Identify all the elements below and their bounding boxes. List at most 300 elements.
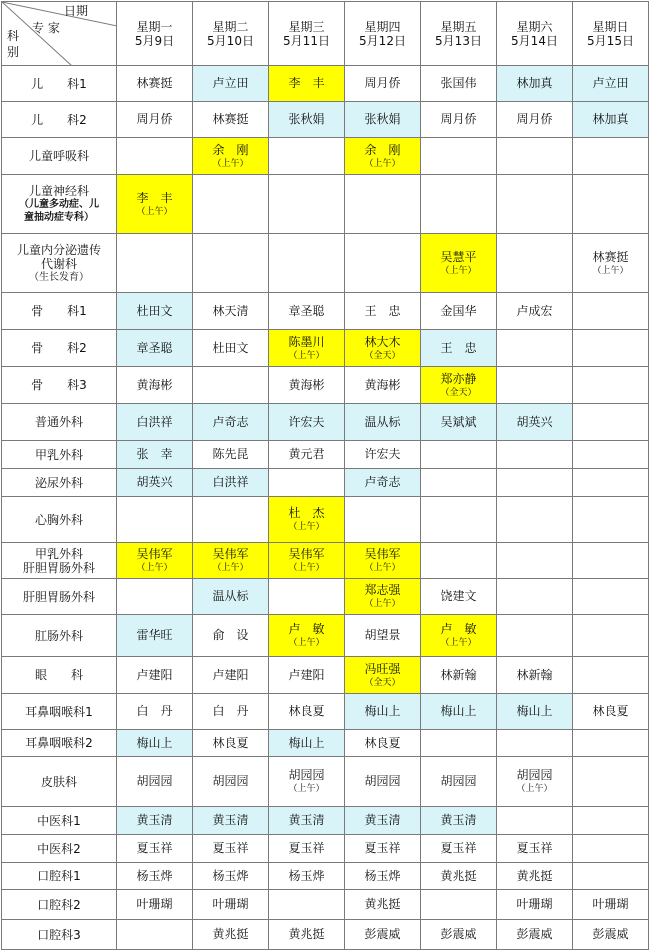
doctor-name: 黄玉清 xyxy=(212,813,249,827)
schedule-cell xyxy=(193,863,269,890)
schedule-cell xyxy=(117,757,193,807)
schedule-cell xyxy=(497,234,573,293)
schedule-cell xyxy=(345,890,421,920)
schedule-row xyxy=(2,330,649,367)
schedule-cell xyxy=(497,543,573,579)
schedule-cell xyxy=(193,543,269,579)
schedule-cell xyxy=(117,657,193,694)
schedule-cell xyxy=(497,920,573,950)
doctor-name: 王 忠 xyxy=(364,303,401,318)
schedule-cell xyxy=(573,694,649,730)
doctor-name: 黄元君 xyxy=(288,447,325,461)
department-cell xyxy=(2,757,117,807)
schedule-row xyxy=(2,175,649,234)
schedule-cell xyxy=(345,293,421,330)
schedule-cell xyxy=(345,543,421,579)
department-label: 中医科2 xyxy=(37,841,81,856)
doctor-name: 温从标 xyxy=(212,589,249,603)
schedule-cell xyxy=(193,497,269,543)
corner-header xyxy=(2,2,117,66)
department-label: （生长发育） xyxy=(29,271,89,283)
schedule-cell xyxy=(269,367,345,404)
schedule-cell xyxy=(573,138,649,175)
schedule-cell xyxy=(497,657,573,694)
department-label: 中医科1 xyxy=(37,813,81,828)
schedule-cell xyxy=(345,330,421,367)
session-tag: （上午） xyxy=(516,784,553,794)
schedule-cell xyxy=(345,657,421,694)
department-cell xyxy=(2,102,117,138)
date-label: 5月9日 xyxy=(134,33,175,48)
department-cell xyxy=(2,890,117,920)
schedule-row xyxy=(2,234,649,293)
doctor-name: 梅山上 xyxy=(440,704,477,718)
schedule-cell xyxy=(193,293,269,330)
doctor-name: 胡园园 xyxy=(136,774,173,788)
doctor-name: 胡望景 xyxy=(364,628,401,642)
doctor-name: 黄海彬 xyxy=(288,377,325,392)
session-tag: （上午） xyxy=(288,350,325,361)
doctor-name: 卢立田 xyxy=(212,76,249,90)
schedule-cell xyxy=(193,757,269,807)
schedule-cell xyxy=(573,175,649,234)
schedule-row xyxy=(2,66,649,102)
schedule-cell xyxy=(117,367,193,404)
session-tag: （全天） xyxy=(364,677,401,688)
schedule-cell xyxy=(193,404,269,441)
doctor-name: 陈先昆 xyxy=(212,447,249,461)
department-cell xyxy=(2,497,117,543)
corner-date-label: 日期 xyxy=(64,4,89,18)
schedule-cell xyxy=(421,175,497,234)
department-cell xyxy=(2,615,117,657)
schedule-cell xyxy=(421,234,497,293)
schedule-cell xyxy=(421,730,497,757)
schedule-row xyxy=(2,138,649,175)
department-label: 儿 科2 xyxy=(31,112,87,127)
doctor-name: 夏玉祥 xyxy=(288,841,325,855)
schedule-cell xyxy=(269,293,345,330)
schedule-cell xyxy=(193,330,269,367)
schedule-cell xyxy=(193,615,269,657)
schedule-cell xyxy=(497,694,573,730)
schedule-cell xyxy=(573,890,649,920)
doctor-name: 杜田文 xyxy=(212,340,249,355)
schedule-cell xyxy=(117,234,193,293)
schedule-cell xyxy=(497,293,573,330)
department-cell xyxy=(2,807,117,835)
schedule-cell xyxy=(117,102,193,138)
department-label: 口腔科1 xyxy=(37,869,81,883)
session-tag: （上午） xyxy=(288,563,325,573)
schedule-row xyxy=(2,694,649,730)
doctor-name: 林良夏 xyxy=(592,704,629,718)
schedule-cell xyxy=(497,807,573,835)
department-label: 口腔科2 xyxy=(37,897,81,912)
doctor-name: 周月侨 xyxy=(136,112,173,126)
doctor-name: 吴伟军 xyxy=(288,547,325,561)
day-header xyxy=(573,2,649,66)
doctor-name: 张秋娟 xyxy=(288,112,325,126)
doctor-name: 温从标 xyxy=(364,414,401,429)
weekday-label: 星期日 xyxy=(592,19,629,34)
schedule-cell xyxy=(117,890,193,920)
doctor-name: 胡英兴 xyxy=(136,475,173,489)
doctor-name: 雷华旺 xyxy=(136,628,173,642)
schedule-cell xyxy=(345,757,421,807)
schedule-cell xyxy=(497,330,573,367)
schedule-cell xyxy=(497,102,573,138)
doctor-name: 卢建阳 xyxy=(288,667,325,682)
schedule-cell xyxy=(497,441,573,469)
schedule-cell xyxy=(117,694,193,730)
schedule-row xyxy=(2,657,649,694)
session-tag: （上午） xyxy=(364,599,401,609)
schedule-cell xyxy=(269,579,345,615)
doctor-name: 叶珊瑚 xyxy=(136,897,173,911)
doctor-name: 章圣聪 xyxy=(288,303,325,318)
schedule-cell xyxy=(345,579,421,615)
schedule-cell xyxy=(497,404,573,441)
schedule-cell xyxy=(117,404,193,441)
session-tag: （上午） xyxy=(212,563,249,573)
schedule-cell xyxy=(573,102,649,138)
header-row xyxy=(2,2,649,66)
doctor-name: 吴伟军 xyxy=(212,547,249,561)
schedule-row xyxy=(2,367,649,404)
schedule-cell xyxy=(269,615,345,657)
doctor-name: 林良夏 xyxy=(364,735,401,750)
doctor-name: 胡园园 xyxy=(288,768,325,782)
date-label: 5月12日 xyxy=(359,33,406,48)
schedule-row xyxy=(2,469,649,497)
department-label: 心胸外科 xyxy=(34,512,83,527)
schedule-cell xyxy=(345,920,421,950)
schedule-cell xyxy=(573,757,649,807)
schedule-cell xyxy=(421,807,497,835)
schedule-cell xyxy=(117,543,193,579)
schedule-row xyxy=(2,757,649,807)
doctor-name: 冯旺强 xyxy=(364,661,401,676)
schedule-cell xyxy=(573,234,649,293)
department-cell xyxy=(2,441,117,469)
schedule-cell xyxy=(345,102,421,138)
schedule-cell xyxy=(193,138,269,175)
doctor-name: 余 刚 xyxy=(212,142,249,157)
weekday-label: 星期六 xyxy=(516,19,553,34)
department-cell xyxy=(2,835,117,863)
schedule-cell xyxy=(497,863,573,890)
day-header xyxy=(117,2,193,66)
schedule-cell xyxy=(269,694,345,730)
schedule-row xyxy=(2,102,649,138)
schedule-cell xyxy=(573,579,649,615)
department-label: 眼 科 xyxy=(34,668,83,682)
date-label: 5月14日 xyxy=(511,33,558,48)
doctor-name: 白 丹 xyxy=(212,704,249,718)
doctor-name: 郑志强 xyxy=(364,583,401,597)
schedule-cell xyxy=(421,330,497,367)
schedule-cell xyxy=(345,441,421,469)
session-tag: （上午） xyxy=(212,158,249,169)
doctor-name: 梅山上 xyxy=(364,704,401,718)
schedule-cell xyxy=(573,497,649,543)
schedule-cell xyxy=(269,807,345,835)
schedule-cell xyxy=(269,890,345,920)
doctor-name: 黄玉清 xyxy=(364,813,401,827)
schedule-cell xyxy=(117,579,193,615)
day-header xyxy=(421,2,497,66)
doctor-name: 叶珊瑚 xyxy=(516,897,553,911)
department-label: 甲乳外科 xyxy=(34,447,83,462)
weekday-label: 星期二 xyxy=(212,19,249,34)
schedule-cell xyxy=(497,757,573,807)
doctor-name: 林大木 xyxy=(364,334,401,349)
date-label: 5月15日 xyxy=(587,33,634,48)
schedule-cell xyxy=(421,404,497,441)
date-label: 5月11日 xyxy=(283,33,330,48)
doctor-name: 黄海彬 xyxy=(364,377,401,392)
doctor-name: 黄兆挺 xyxy=(288,927,325,941)
schedule-row xyxy=(2,920,649,950)
schedule-cell xyxy=(421,138,497,175)
schedule-cell xyxy=(269,102,345,138)
schedule-cell xyxy=(421,920,497,950)
session-tag: （上午） xyxy=(136,563,173,573)
doctor-name: 周月侨 xyxy=(364,76,401,90)
doctor-name: 章圣聪 xyxy=(136,340,173,355)
schedule-cell xyxy=(117,497,193,543)
schedule-cell xyxy=(193,441,269,469)
schedule-cell xyxy=(117,807,193,835)
schedule-row xyxy=(2,863,649,890)
schedule-cell xyxy=(117,730,193,757)
doctor-name: 叶珊瑚 xyxy=(592,897,629,911)
schedule-cell xyxy=(421,757,497,807)
schedule-cell xyxy=(421,579,497,615)
schedule-cell xyxy=(269,234,345,293)
schedule-cell xyxy=(117,920,193,950)
doctor-name: 张 幸 xyxy=(136,447,173,461)
schedule-cell xyxy=(345,835,421,863)
schedule-cell xyxy=(193,657,269,694)
doctor-name: 林加真 xyxy=(592,112,629,126)
doctor-name: 李 丰 xyxy=(288,76,325,90)
session-tag: （上午） xyxy=(288,522,325,532)
department-cell xyxy=(2,863,117,890)
schedule-cell xyxy=(573,404,649,441)
department-label: 甲乳外科 xyxy=(34,546,83,561)
schedule-row xyxy=(2,404,649,441)
doctor-name: 林赛挺 xyxy=(136,76,173,90)
schedule-cell xyxy=(345,807,421,835)
doctor-name: 林天清 xyxy=(212,303,249,318)
session-tag: （上午） xyxy=(136,206,173,217)
doctor-name: 杜田文 xyxy=(136,303,173,318)
department-label: 儿童神经科 xyxy=(28,184,89,198)
schedule-cell xyxy=(497,175,573,234)
department-cell xyxy=(2,330,117,367)
schedule-cell xyxy=(573,367,649,404)
schedule-cell xyxy=(193,920,269,950)
schedule-cell xyxy=(269,441,345,469)
doctor-name: 叶珊瑚 xyxy=(212,897,249,911)
department-label: 骨 科1 xyxy=(31,304,87,318)
doctor-name: 黄玉清 xyxy=(136,813,173,827)
schedule-cell xyxy=(193,102,269,138)
doctor-name: 黄兆挺 xyxy=(212,927,249,941)
schedule-cell xyxy=(421,293,497,330)
schedule-cell xyxy=(193,234,269,293)
schedule-row xyxy=(2,807,649,835)
doctor-name: 饶建文 xyxy=(440,589,477,603)
doctor-name: 彭震威 xyxy=(516,927,553,941)
weekday-label: 星期三 xyxy=(288,19,325,34)
department-cell xyxy=(2,234,117,293)
doctor-name: 郑亦静 xyxy=(440,371,477,386)
schedule-cell xyxy=(573,66,649,102)
schedule-cell xyxy=(269,404,345,441)
schedule-cell xyxy=(573,863,649,890)
department-label: 骨 科3 xyxy=(31,378,87,392)
schedule-cell xyxy=(193,807,269,835)
doctor-name: 李 丰 xyxy=(136,190,173,205)
doctor-name: 杨玉烨 xyxy=(136,868,173,883)
schedule-cell xyxy=(117,66,193,102)
schedule-cell xyxy=(269,497,345,543)
schedule-cell xyxy=(269,66,345,102)
schedule-cell xyxy=(269,543,345,579)
doctor-name: 林良夏 xyxy=(288,704,325,718)
department-cell xyxy=(2,920,117,950)
schedule-cell xyxy=(269,920,345,950)
schedule-cell xyxy=(117,441,193,469)
schedule-cell xyxy=(573,469,649,497)
schedule-cell xyxy=(573,615,649,657)
doctor-name: 林赛挺 xyxy=(212,112,249,126)
session-tag: （上午） xyxy=(440,638,477,648)
day-header xyxy=(497,2,573,66)
doctor-name: 胡园园 xyxy=(516,768,553,782)
doctor-name: 夏玉祥 xyxy=(212,841,249,855)
doctor-name: 周月侨 xyxy=(516,112,553,126)
schedule-cell xyxy=(269,730,345,757)
schedule-cell xyxy=(421,441,497,469)
schedule-cell xyxy=(117,138,193,175)
department-label: 口腔科3 xyxy=(37,927,81,942)
doctor-name: 张国伟 xyxy=(440,76,477,90)
schedule-row xyxy=(2,497,649,543)
schedule-cell xyxy=(573,920,649,950)
doctor-name: 梅山上 xyxy=(288,735,325,750)
department-label: 儿童呼吸科 xyxy=(28,149,89,163)
doctor-name: 胡园园 xyxy=(212,774,249,788)
session-tag: （上午） xyxy=(364,158,401,169)
schedule-cell xyxy=(345,234,421,293)
schedule-cell xyxy=(497,497,573,543)
session-tag: （全天） xyxy=(364,350,401,361)
schedule-cell xyxy=(421,694,497,730)
department-label: 儿 科1 xyxy=(31,76,87,91)
doctor-name: 夏玉祥 xyxy=(440,841,477,855)
schedule-cell xyxy=(193,579,269,615)
weekday-label: 星期一 xyxy=(136,19,173,34)
department-label: 泌尿外科 xyxy=(34,475,83,490)
department-cell xyxy=(2,175,117,234)
schedule-cell xyxy=(573,657,649,694)
schedule-cell xyxy=(573,835,649,863)
schedule-cell xyxy=(193,66,269,102)
schedule-cell xyxy=(269,757,345,807)
schedule-cell xyxy=(497,615,573,657)
schedule-cell xyxy=(421,66,497,102)
doctor-name: 黄玉清 xyxy=(288,813,325,827)
schedule-cell xyxy=(345,694,421,730)
doctor-name: 张秋娟 xyxy=(364,112,401,126)
department-cell xyxy=(2,730,117,757)
department-label: 普通外科 xyxy=(34,415,83,429)
session-tag: （上午） xyxy=(592,265,629,276)
doctor-name: 黄兆挺 xyxy=(364,897,401,911)
department-label: 肝胆胃肠外科 xyxy=(22,589,95,604)
session-tag: （上午） xyxy=(440,265,477,276)
doctor-name: 杨玉烨 xyxy=(288,868,325,883)
schedule-cell xyxy=(421,657,497,694)
schedule-cell xyxy=(193,469,269,497)
schedule-cell xyxy=(117,293,193,330)
department-label: 肛肠外科 xyxy=(34,628,83,643)
schedule-row xyxy=(2,890,649,920)
doctor-name: 白洪祥 xyxy=(136,414,173,429)
doctor-name: 杜 杰 xyxy=(288,506,325,520)
department-cell xyxy=(2,293,117,330)
schedule-cell xyxy=(269,657,345,694)
schedule-cell xyxy=(573,543,649,579)
schedule-cell xyxy=(117,330,193,367)
department-cell xyxy=(2,579,117,615)
schedule-cell xyxy=(117,835,193,863)
doctor-name: 许宏夫 xyxy=(364,447,401,461)
schedule-cell xyxy=(421,497,497,543)
schedule-cell xyxy=(269,469,345,497)
schedule-cell xyxy=(117,175,193,234)
doctor-name: 胡园园 xyxy=(364,774,401,788)
schedule-cell xyxy=(345,367,421,404)
doctor-name: 金国华 xyxy=(440,303,477,318)
schedule-cell xyxy=(345,469,421,497)
doctor-name: 卢建阳 xyxy=(136,667,173,682)
department-label: 童抽动症专科） xyxy=(24,212,94,223)
schedule-cell xyxy=(421,863,497,890)
doctor-name: 彭震威 xyxy=(364,927,401,941)
schedule-cell xyxy=(573,807,649,835)
department-label: 代谢科 xyxy=(40,256,77,271)
doctor-name: 周月侨 xyxy=(440,112,477,126)
schedule-cell xyxy=(421,367,497,404)
doctor-name: 卢成宏 xyxy=(516,303,553,318)
schedule-row xyxy=(2,293,649,330)
doctor-name: 胡园园 xyxy=(440,774,477,788)
doctor-name: 陈墨川 xyxy=(288,334,325,349)
schedule-cell xyxy=(421,543,497,579)
session-tag: （上午） xyxy=(288,638,325,648)
doctor-name: 吴伟军 xyxy=(136,547,173,561)
schedule-cell xyxy=(497,469,573,497)
day-header xyxy=(193,2,269,66)
doctor-name: 许宏夫 xyxy=(288,414,325,429)
doctor-name: 夏玉祥 xyxy=(136,841,173,855)
doctor-name: 卢奇志 xyxy=(212,414,249,429)
